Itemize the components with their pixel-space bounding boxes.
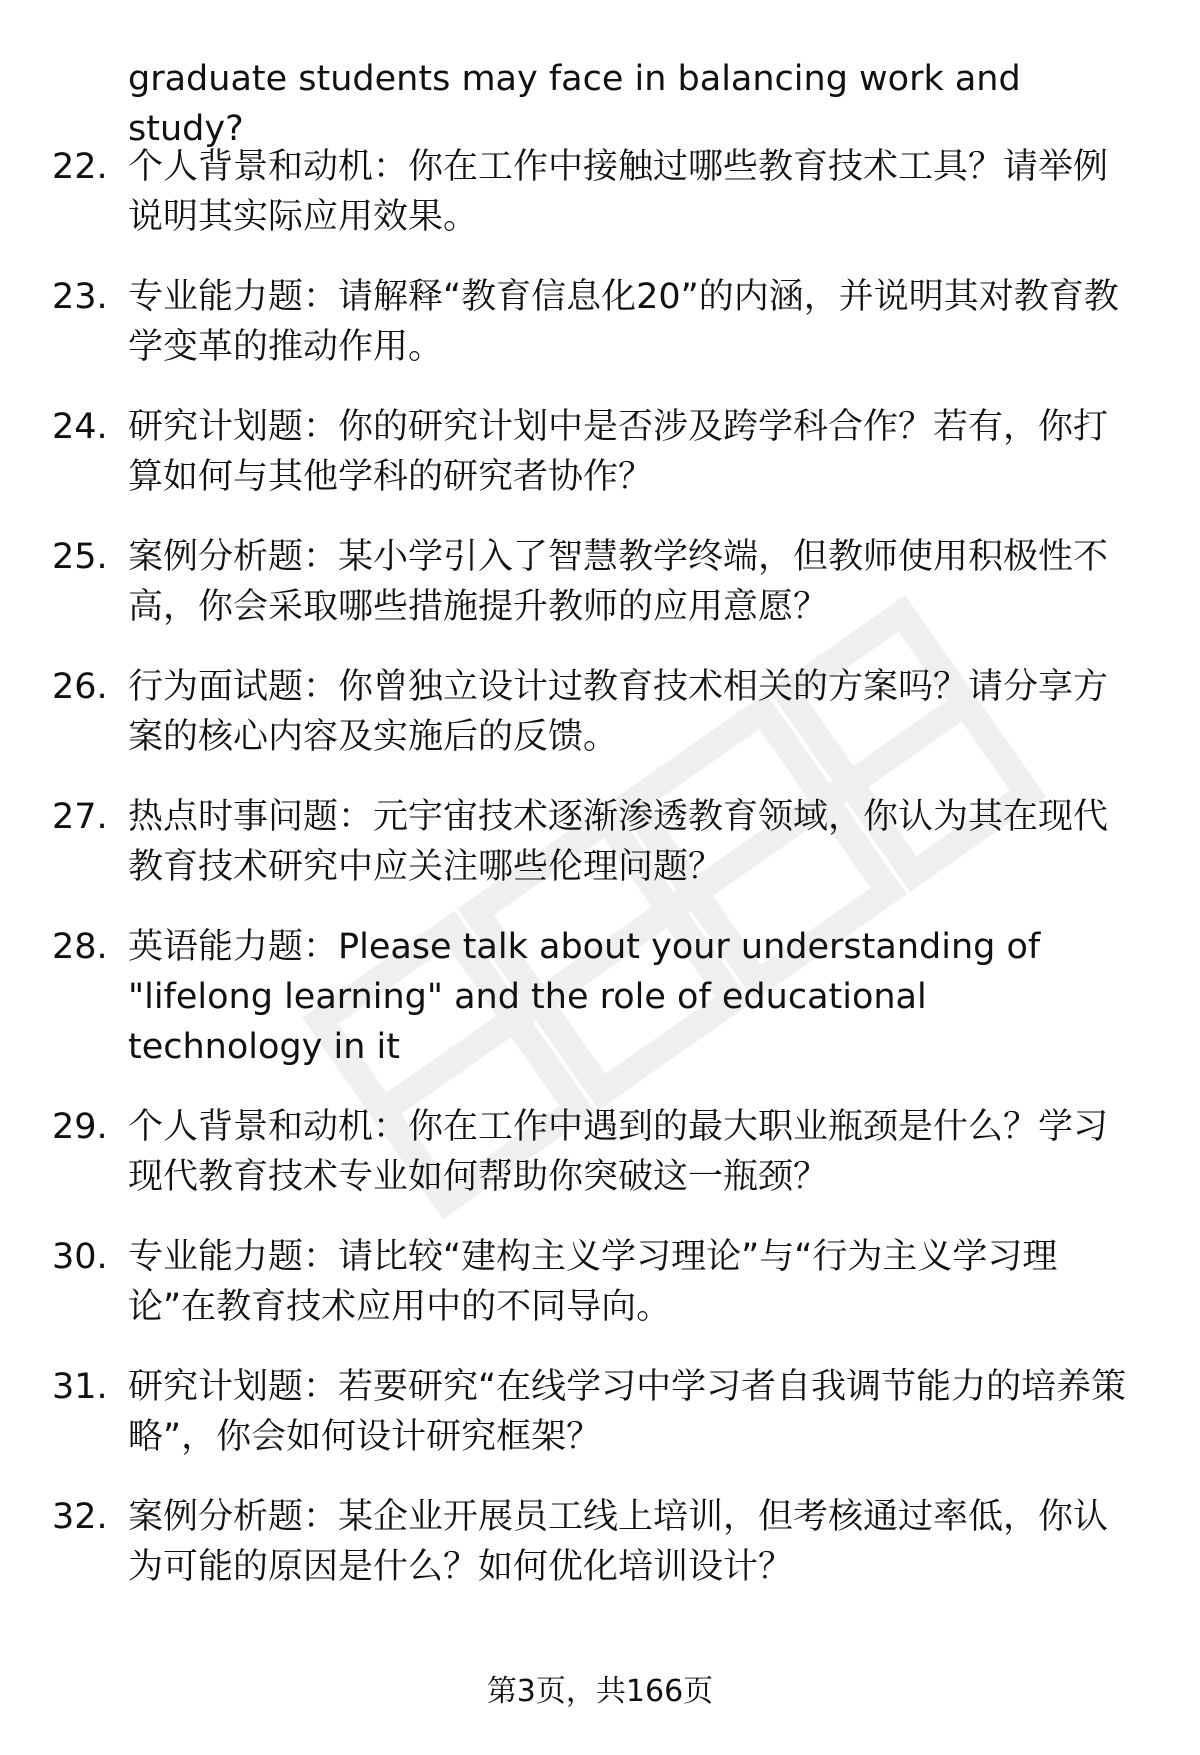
question-item <box>0 1362 1200 1462</box>
question-text: 研究计划题：你的研究计划中是否涉及跨学科合作？若有，你打算如何与其他学科的研究者协作？ <box>128 407 1109 497</box>
question-item <box>0 922 1200 1072</box>
question-number: 25. <box>52 537 108 577</box>
question-number: 24. <box>52 407 108 447</box>
page-footer: 第3页，共166页 <box>486 1674 714 1709</box>
question-item <box>0 142 1200 242</box>
question-text: 个人背景和动机：你在工作中接触过哪些教育技术工具？请举例说明其实际应用效果。 <box>128 147 1109 237</box>
question-text: 行为面试题：你曾独立设计过教育技术相关的方案吗？请分享方案的核心内容及实施后的反馈。 <box>128 667 1109 757</box>
question-item <box>0 272 1200 372</box>
question-item <box>0 1102 1200 1202</box>
question-number: 28. <box>52 927 108 967</box>
question-number: 22. <box>52 147 108 187</box>
question-item <box>0 662 1200 762</box>
question-item <box>0 1232 1200 1332</box>
question-item <box>0 792 1200 892</box>
question-number: 32. <box>52 1497 108 1537</box>
question-number: 26. <box>52 667 108 707</box>
question-text: 热点时事问题：元宇宙技术逐渐渗透教育领域，你认为其在现代教育技术研究中应关注哪些伦理问题？ <box>128 797 1109 887</box>
question-text: 专业能力题：请比较“建构主义学习理论”与“行为主义学习理论”在教育技术应用中的不同导向。 <box>128 1237 1058 1327</box>
question-item <box>0 532 1200 632</box>
question-item <box>0 402 1200 502</box>
question-text: 英语能力题：Please talk about your understanding of "lifelong learning" and the role of educational technology in it <box>128 927 1041 1067</box>
question-number: 29. <box>52 1107 108 1147</box>
question-text: 案例分析题：某小学引入了智慧教学终端，但教师使用积极性不高，你会采取哪些措施提升教师的应用意愿？ <box>128 537 1109 627</box>
question-number: 30. <box>52 1237 108 1277</box>
question-text: 个人背景和动机：你在工作中遇到的最大职业瓶颈是什么？学习现代教育技术专业如何帮助你突破这一瓶颈？ <box>128 1107 1109 1197</box>
question-item <box>0 1492 1200 1592</box>
question-number: 23. <box>52 277 108 317</box>
question-text: 案例分析题：某企业开展员工线上培训，但考核通过率低，你认为可能的原因是什么？如何优化培训设计？ <box>128 1497 1109 1587</box>
question-text: 研究计划题：若要研究“在线学习中学习者自我调节能力的培养策略”，你会如何设计研究框架？ <box>128 1367 1127 1457</box>
question-number: 31. <box>52 1367 108 1407</box>
question-list <box>0 142 1200 1622</box>
continuation-text: graduate students may face in balancing work and study? <box>128 59 1021 149</box>
question-text: 专业能力题：请解释“教育信息化20”的内涵，并说明其对教育教学变革的推动作用。 <box>128 277 1119 367</box>
question-number: 27. <box>52 797 108 837</box>
